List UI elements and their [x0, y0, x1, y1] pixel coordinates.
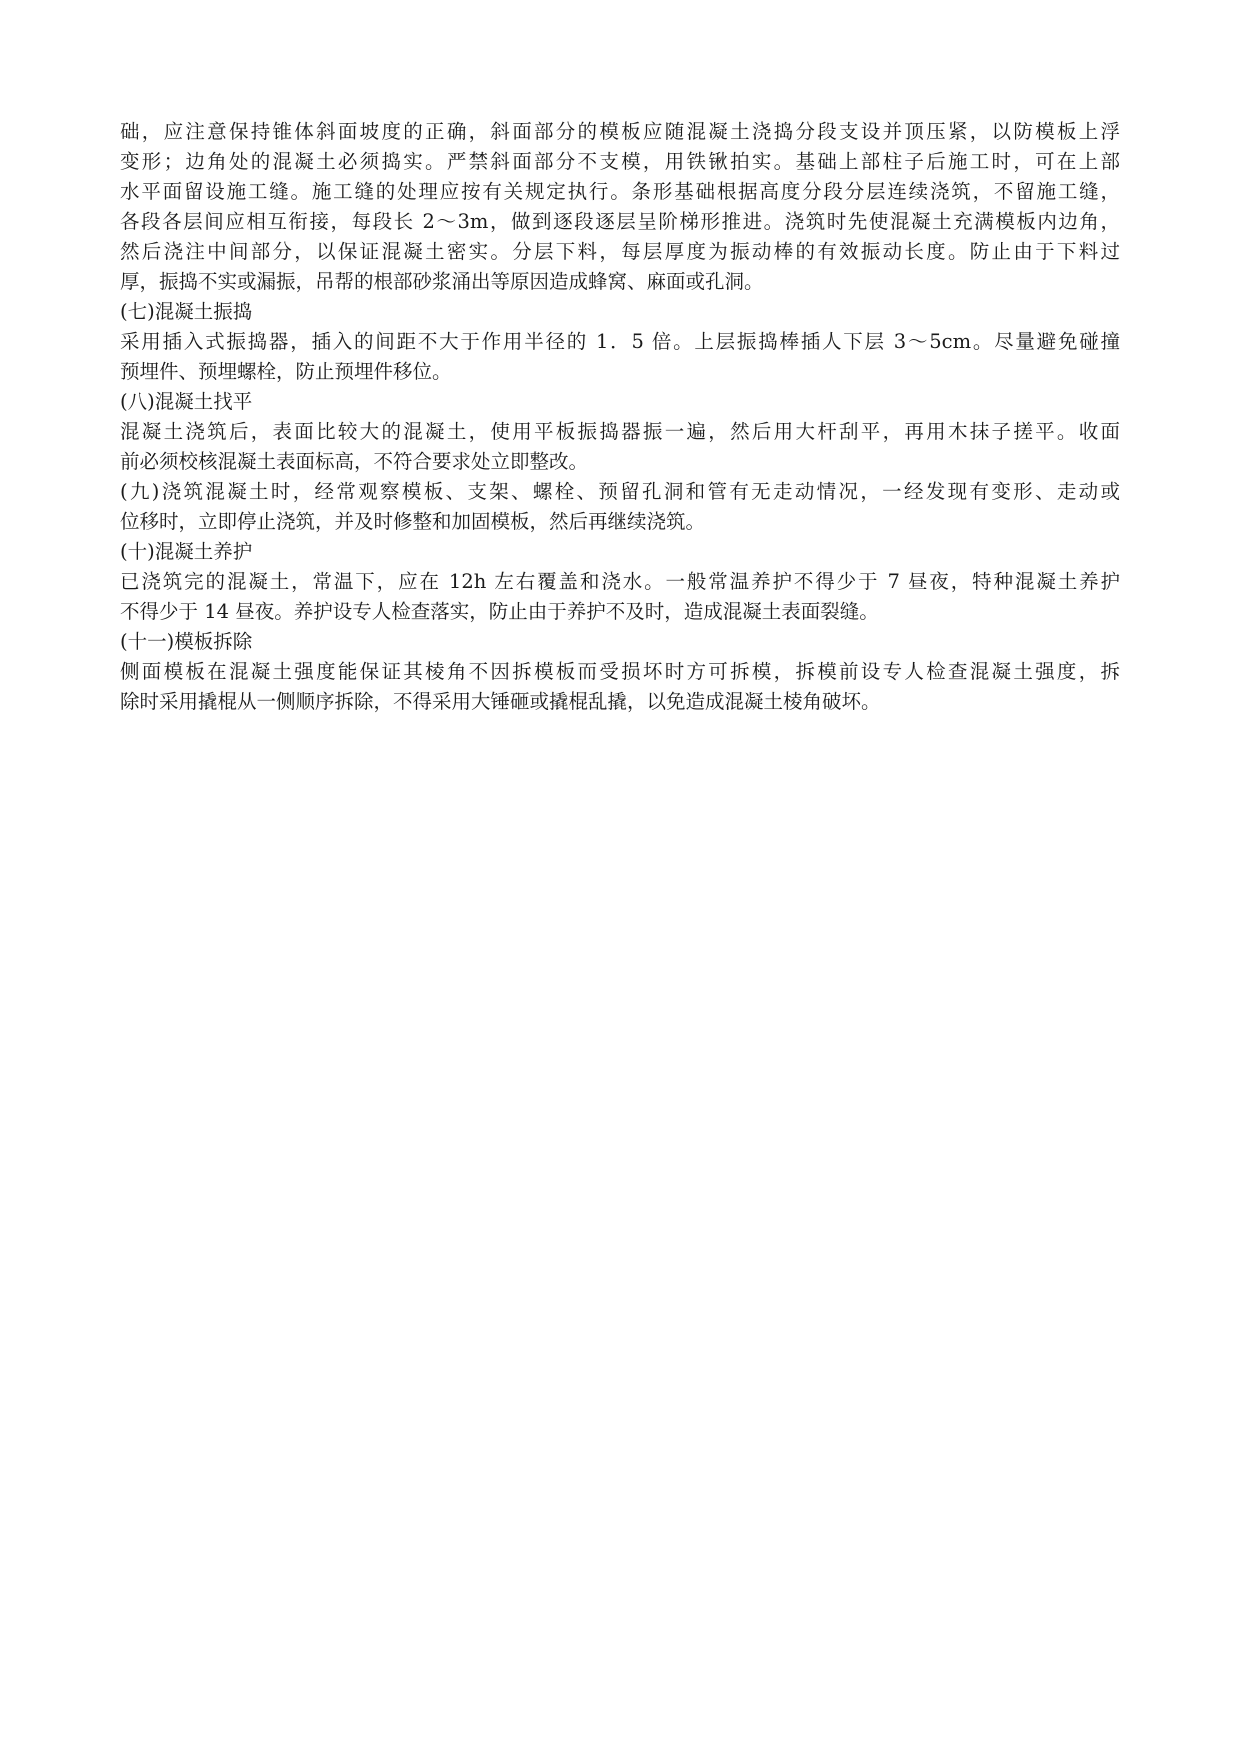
text-line: 变形；边角处的混凝土必须捣实。严禁斜面部分不支模，用铁锹拍实。基础上部柱子后施工时，可在上部: [120, 150, 1120, 173]
section-concrete-leveling: [120, 387, 1120, 477]
section-concrete-vibration: [120, 297, 1120, 387]
text-line: 础，应注意保持锥体斜面坡度的正确，斜面部分的模板应随混凝土浇捣分段支设并顶压紧，以防模板上浮: [120, 120, 1120, 143]
text-line: 除时采用撬棍从一侧顺序拆除，不得采用大锤砸或撬棍乱撬，以免造成混凝土棱角破坏。: [120, 690, 881, 713]
text-line: 然后浇注中间部分，以保证混凝土密实。分层下料，每层厚度为振动棒的有效振动长度。防止由于下料过: [120, 240, 1120, 263]
text-line: 厚，振捣不实或漏振，吊帮的根部砂浆涌出等原因造成蜂窝、麻面或孔洞。: [120, 270, 764, 293]
text-line: (九)浇筑混凝土时，经常观察模板、支架、螺栓、预留孔洞和管有无走动情况，一经发现有变形、走动或: [120, 480, 1120, 503]
text-line: 各段各层间应相互衔接，每段长 2～3m，做到逐段逐层呈阶梯形推进。浇筑时先使混凝土充满模板内边角，: [120, 210, 1120, 233]
text-line: 位移时，立即停止浇筑，并及时修整和加固模板，然后再继续浇筑。: [120, 510, 706, 533]
text-line: 前必须校核混凝土表面标高，不符合要求处立即整改。: [120, 450, 589, 473]
text-line: 不得少于 14 昼夜。养护设专人检查落实，防止由于养护不及时，造成混凝土表面裂缝。: [120, 600, 879, 623]
paragraph-foundation-pouring: [120, 117, 1120, 297]
section-heading: (十)混凝土养护: [120, 540, 253, 563]
section-heading: (八)混凝土找平: [120, 390, 253, 413]
text-line: 已浇筑完的混凝土，常温下，应在 12h 左右覆盖和浇水。一般常温养护不得少于 7 昼夜，特种混凝土养护: [120, 570, 1120, 593]
text-line: 水平面留设施工缝。施工缝的处理应按有关规定执行。条形基础根据高度分段分层连续浇筑，不留施工缝，: [120, 180, 1120, 203]
text-line: 混凝土浇筑后，表面比较大的混凝土，使用平板振捣器振一遍，然后用大杆刮平，再用木抹子搓平。收面: [120, 420, 1120, 443]
section-heading: (七)混凝土振捣: [120, 300, 253, 323]
document-page: [120, 117, 1120, 717]
section-formwork-removal: [120, 627, 1120, 717]
text-line: 侧面模板在混凝土强度能保证其棱角不因拆模板而受损坏时方可拆模，拆模前设专人检查混凝土强度，拆: [120, 660, 1120, 683]
section-formwork-observation: [120, 477, 1120, 537]
section-heading: (十一)模板拆除: [120, 630, 253, 653]
text-line: 采用插入式振捣器，插入的间距不大于作用半径的 1．5 倍。上层振捣棒插人下层 3～5cm。尽量避免碰撞: [120, 330, 1120, 353]
section-concrete-curing: [120, 537, 1120, 627]
text-line: 预埋件、预埋螺栓，防止预埋件移位。: [120, 360, 452, 383]
